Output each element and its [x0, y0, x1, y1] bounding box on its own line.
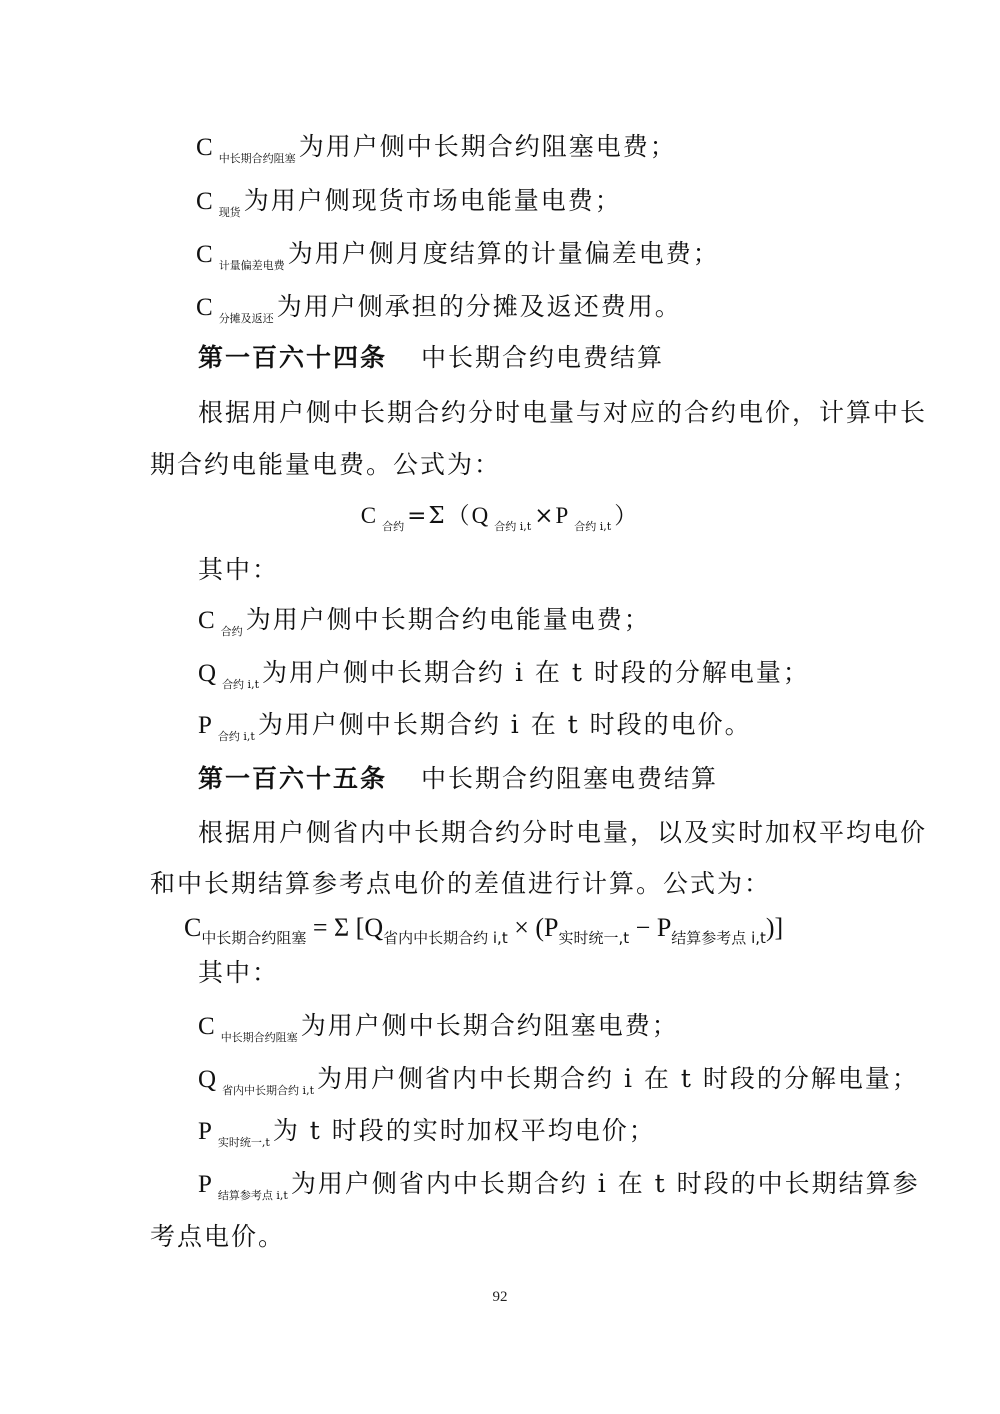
def-line: Q $_{省内中长期合约 i,t}$ 为用户侧省内中长期合约 i 在 t 时段的分解电量； — [198, 1064, 919, 1097]
paragraph-line: 根据用户侧中长期合约分时电量与对应的合约电价，计算中长 — [198, 398, 928, 427]
def-line: C $_{中长期合约阻塞}$ 为用户侧中长期合约阻塞电费； — [196, 132, 677, 165]
page-number: 92 — [492, 1289, 508, 1305]
def-line: C $_{中长期合约阻塞}$ 为用户侧中长期合约阻塞电费； — [198, 1011, 679, 1044]
formula-164: C $_{合约}$ =Σ（Q $_{合约 i,t}$ ×P $_{合约 i,t}$ ） — [360, 503, 640, 533]
article-number: 第一百六十四条 — [198, 343, 388, 372]
article-title: 中长期合约阻塞电费结算 — [421, 764, 719, 793]
def-line-continuation: 考点电价。 — [150, 1222, 286, 1251]
def-line: P $_{实时统一,t}$ 为 t 时段的实时加权平均电价； — [198, 1116, 656, 1149]
def-line: Q $_{合约 i,t}$ 为用户侧中长期合约 i 在 t 时段的分解电量； — [198, 658, 810, 691]
paragraph-line: 期合约电能量电费。公式为： — [150, 450, 502, 479]
def-line: C $_{现货}$ 为用户侧现货市场电能量电费； — [196, 186, 622, 219]
def-line: P $_{结算参考点 i,t}$ 为用户侧省内中长期合约 i 在 t 时段的中长期结算参 — [198, 1169, 920, 1202]
paragraph-line: 和中长期结算参考点电价的差值进行计算。公式为： — [150, 869, 772, 898]
formula-165: $C_{中长期合约阻塞} = \Sigma$ $[Q_{省内中长期合约 i,t} \times (P_{实时统一,t} - P_{结算参考点 i,t})]$ — [184, 913, 784, 947]
where-label: 其中： — [198, 958, 280, 987]
def-line: C $_{合约}$ 为用户侧中长期合约电能量电费； — [198, 605, 651, 638]
article-number: 第一百六十五条 — [198, 764, 388, 793]
where-label: 其中： — [198, 555, 280, 584]
def-line: P $_{合约 i,t}$ 为用户侧中长期合约 i 在 t 时段的电价。 — [198, 710, 752, 743]
article-heading-165 — [198, 762, 718, 796]
def-line: C $_{分摊及返还}$ 为用户侧承担的分摊及返还费用。 — [196, 292, 682, 325]
article-title: 中长期合约电费结算 — [421, 343, 665, 372]
paragraph-line: 根据用户侧省内中长期合约分时电量，以及实时加权平均电价 — [198, 818, 928, 847]
def-line: C $_{计量偏差电费}$ 为用户侧月度结算的计量偏差电费； — [196, 239, 720, 272]
article-heading-164 — [198, 341, 664, 375]
